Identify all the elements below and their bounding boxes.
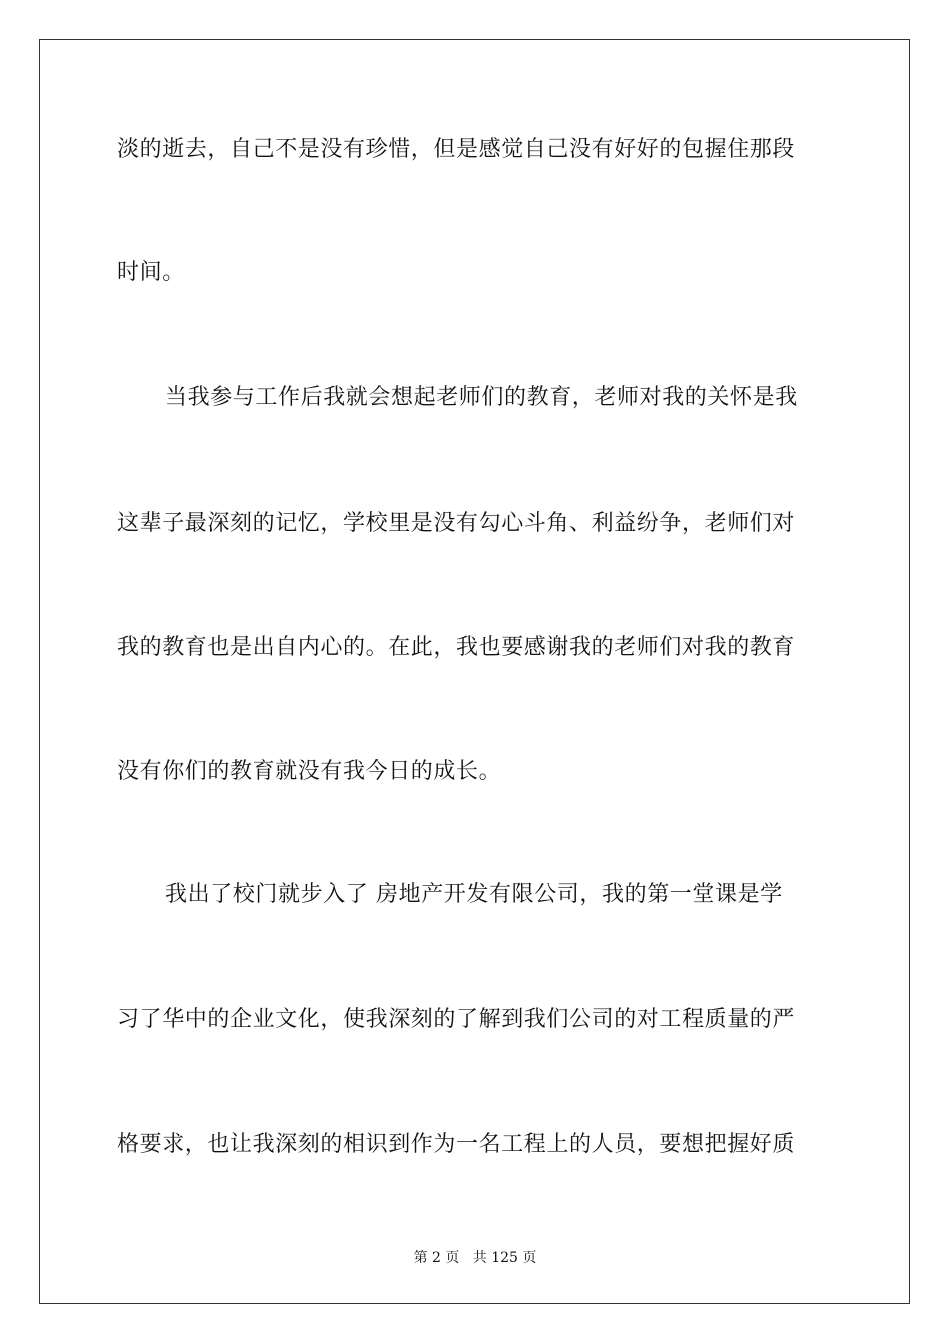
text-line: 没有你们的教育就没有我今日的成长。	[117, 759, 502, 784]
paragraph-start-line: 我出了校门就步入了 房地产开发有限公司，我的第一堂课是学	[165, 882, 783, 907]
text-line: 习了华中的企业文化，使我深刻的了解到我们公司的对工程质量的严	[117, 1007, 796, 1032]
text-line: 格要求，也让我深刻的相识到作为一名工程上的人员，要想把握好质	[117, 1132, 796, 1157]
page-number-footer: 第 2 页 共 125 页	[413, 1250, 537, 1266]
text-line: 淡的逝去，自己不是没有珍惜，但是感觉自己没有好好的包握住那段	[117, 137, 796, 162]
page-border	[39, 39, 910, 1304]
text-line: 时间。	[117, 260, 185, 285]
paragraph-start-line: 当我参与工作后我就会想起老师们的教育，老师对我的关怀是我	[165, 385, 798, 410]
text-line: 我的教育也是出自内心的。在此，我也要感谢我的老师们对我的教育	[117, 635, 796, 660]
text-line: 这辈子最深刻的记忆，学校里是没有勾心斗角、利益纷争，老师们对	[117, 511, 796, 536]
